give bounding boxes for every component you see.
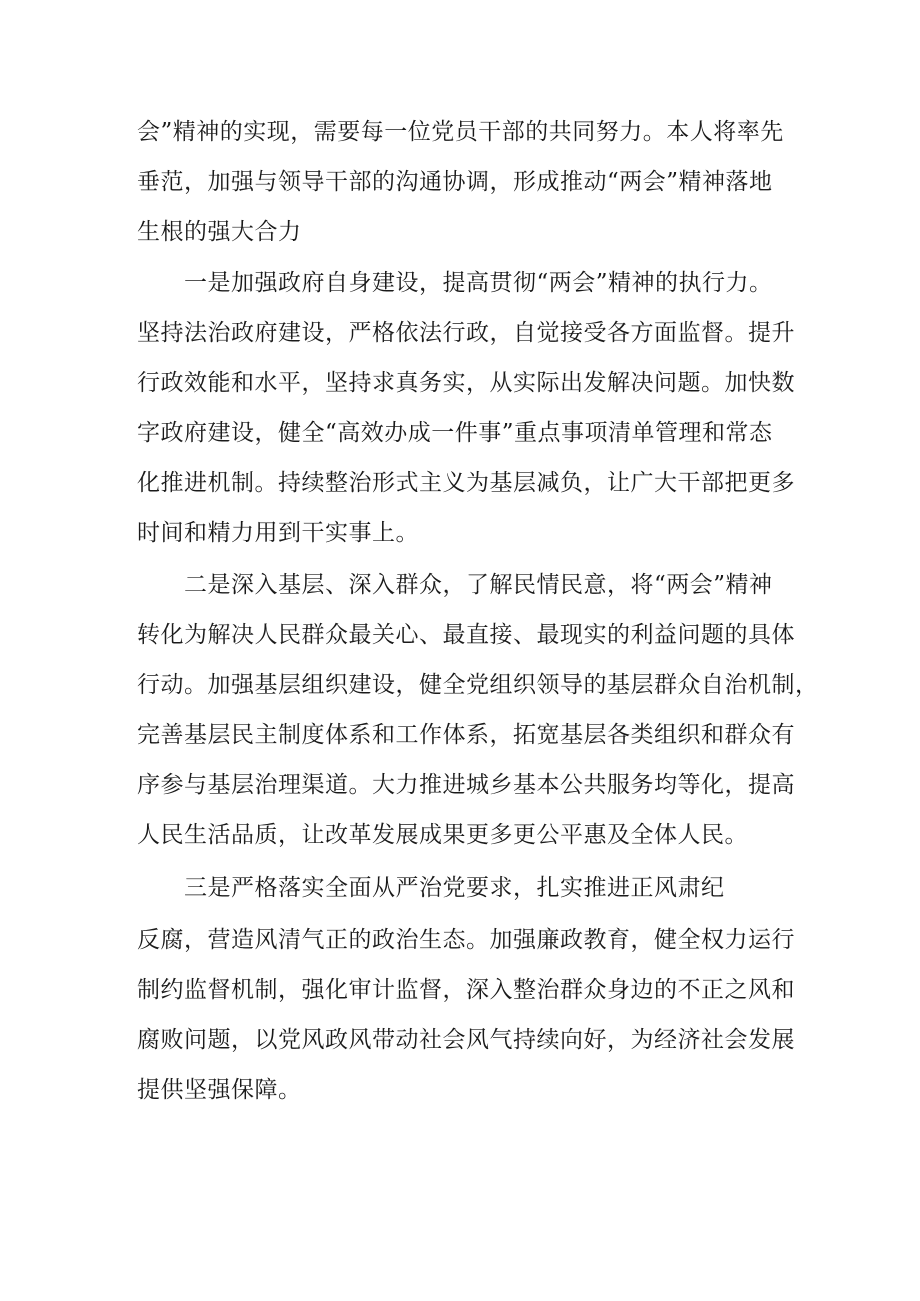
text-line: 坚持法治政府建设，严格依法行政，自觉接受各方面监督。提升 <box>137 320 795 346</box>
text-line: 垂范，加强与领导干部的沟通协调，形成推动“两会”精神落地 <box>137 169 773 195</box>
text-line: 字政府建设，健全“高效办成一件事”重点事项清单管理和常态 <box>137 420 773 446</box>
text-line: 提供坚强保障。 <box>137 1077 302 1103</box>
text-line: 制约监督机制，强化审计监督，深入整治群众身边的不正之风和 <box>137 977 795 1003</box>
text-line: 人民生活品质，让改革发展成果更多更公平惠及全体人民。 <box>137 822 748 848</box>
text-line: 时间和精力用到干实事上。 <box>137 520 419 546</box>
text-line: 行政效能和水平，坚持求真务实，从实际出发解决问题。加快数 <box>137 370 795 396</box>
text-line: 转化为解决人民群众最关心、最直接、最现实的利益问题的具体 <box>137 622 795 648</box>
text-line: 化推进机制。持续整治形式主义为基层减负，让广大干部把更多 <box>137 470 795 496</box>
text-line: 生根的强大合力 <box>137 219 302 245</box>
text-line: 反腐，营造风清气正的政治生态。加强廉政教育，健全权力运行 <box>137 927 795 953</box>
text-line: 完善基层民主制度体系和工作体系，拓宽基层各类组织和群众有 <box>137 722 795 748</box>
text-line: 腐败问题，以党风政风带动社会风气持续向好，为经济社会发展 <box>137 1027 795 1053</box>
text-line: 会”精神的实现，需要每一位党员干部的共同努力。本人将率先 <box>137 119 784 145</box>
paragraph-3-first-line: 三是严格落实全面从严治党要求，扎实推进正风肃纪 <box>184 875 725 901</box>
paragraph-1-first-line: 一是加强政府自身建设，提高贯彻“两会”精神的执行力。 <box>184 270 773 296</box>
text-line: 序参与基层治理渠道。大力推进城乡基本公共服务均等化，提高 <box>137 772 795 798</box>
paragraph-2-first-line: 二是深入基层、深入群众，了解民情民意，将“两会”精神 <box>184 572 773 598</box>
text-line: 行动。加强基层组织建设，健全党组织领导的基层群众自治机制， <box>137 672 819 698</box>
